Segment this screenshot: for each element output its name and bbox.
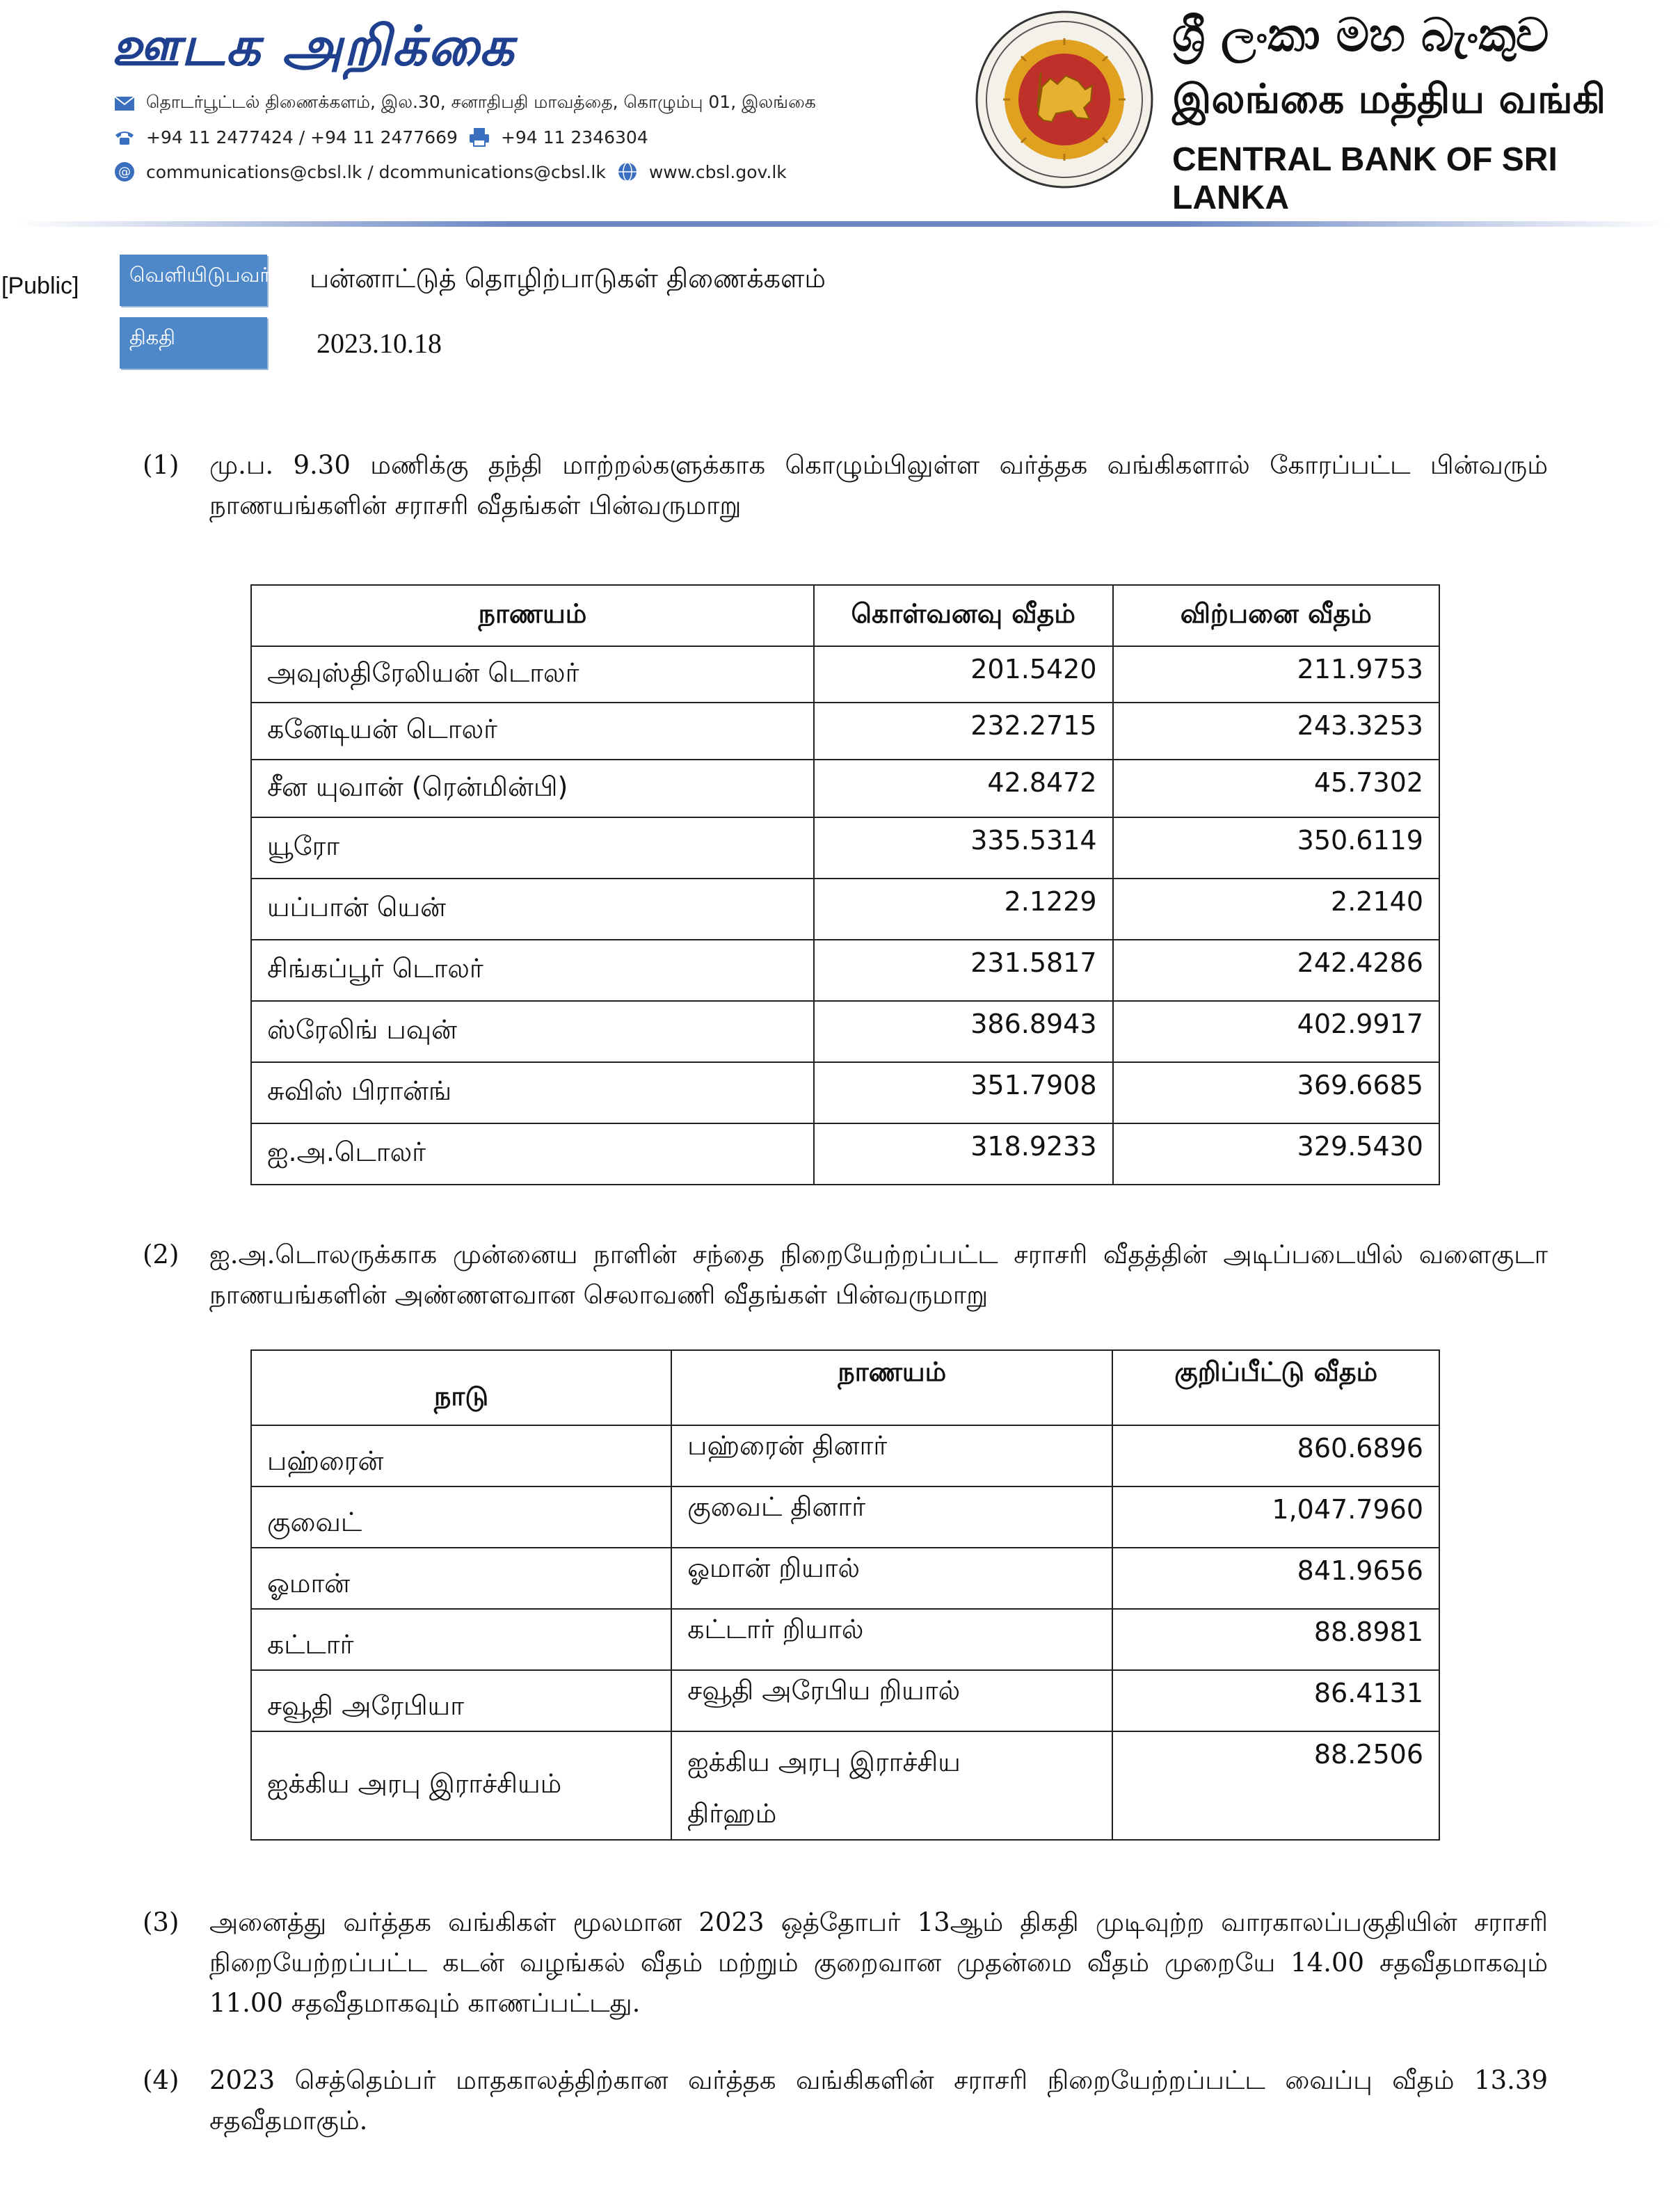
currency-name: யப்பான் யென் [251, 879, 814, 940]
column-header: நாணயம் [671, 1350, 1112, 1425]
column-header: நாணயம் [251, 585, 814, 646]
reference-rate: 88.2506 [1112, 1731, 1439, 1840]
currency-name: சவூதி அரேபிய றியால் [671, 1670, 1112, 1731]
table-row [251, 1123, 1439, 1185]
currency-name: குவைட் தினார் [671, 1486, 1112, 1548]
section-number: (3) [143, 1907, 179, 1937]
country-name: ஓமான் [251, 1548, 671, 1609]
fax-number: +94 11 2346304 [500, 127, 648, 147]
column-header: குறிப்பீட்டு வீதம் [1112, 1350, 1439, 1425]
country-name: கட்டார் [251, 1609, 671, 1670]
table-row [251, 1425, 1439, 1486]
selling-rate: 350.6119 [1113, 817, 1439, 879]
phone-row [113, 127, 648, 147]
reference-rate: 841.9656 [1112, 1548, 1439, 1609]
svg-text:@: @ [118, 165, 131, 179]
currency-name: சிங்கப்பூர் டொலர் [251, 940, 814, 1001]
phone-icon [113, 127, 136, 147]
table-row [251, 703, 1439, 760]
central-bank-seal-icon [974, 3, 1155, 191]
currency-name: ஐக்கிய அரபு இராச்சிய திர்ஹம் [671, 1731, 1112, 1840]
column-header: நாடு [251, 1350, 671, 1425]
selling-rate: 2.2140 [1113, 879, 1439, 940]
section-text: ஐ.அ.டொலருக்காக முன்னைய நாளின் சந்தை நிறையேற்றப்பட்ட சராசரி வீதத்தின் அடிப்படையில் வளைகுடா நாணயங்களின் அண்ணளவான செலாவணி வீதங்கள் பின்வருமாறு [209, 1240, 1548, 1310]
buying-rate: 335.5314 [814, 817, 1113, 879]
table-row [251, 1062, 1439, 1123]
reference-rate: 88.8981 [1112, 1609, 1439, 1670]
section-2 [143, 1235, 1548, 1318]
section-text: மு.ப. 9.30 மணிக்கு தந்தி மாற்றல்களுக்காக கொழும்பிலுள்ள வர்த்தக வங்கிகளால் கோரப்பட்ட பின்வரும் நாணயங்களின் சராசரி வீதங்கள் பின்வருமாறு [209, 450, 1548, 520]
buying-rate: 231.5817 [814, 940, 1113, 1001]
currency-name: ஸ்ரேலிங் பவுன் [251, 1001, 814, 1062]
website-link[interactable]: www.cbsl.gov.lk [648, 161, 787, 182]
letterhead [0, 0, 1680, 223]
mail-icon [113, 93, 136, 114]
address-row [113, 92, 816, 115]
currency-name: சுவிஸ் பிரான்ங் [251, 1062, 814, 1123]
section-text: 2023 செத்தெம்பர் மாதகாலத்திற்கான வர்த்தக வங்கிகளின் சராசரி நிறையேற்றப்பட்ட வைப்பு வீதம் 13.39 சதவீதமாகும். [209, 2065, 1548, 2135]
buying-rate: 232.2715 [814, 703, 1113, 760]
header-divider [14, 221, 1670, 227]
selling-rate: 45.7302 [1113, 760, 1439, 817]
currency-name: சீன யுவான் (ரென்மின்பி) [251, 760, 814, 817]
selling-rate: 243.3253 [1113, 703, 1439, 760]
column-header: கொள்வனவு வீதம் [814, 585, 1113, 646]
address-text: தொடர்பூட்டல் திணைக்களம், இல.30, சனாதிபதி மாவத்தை, கொழும்பு 01, இலங்கை [146, 92, 816, 112]
section-number: (4) [143, 2065, 179, 2095]
email-addresses[interactable]: communications@cbsl.lk / dcommunications@cbsl.lk [146, 161, 606, 182]
bank-name-tamil: இலங்கை மத்திய வங்கி [1172, 75, 1606, 122]
table-row [251, 1548, 1439, 1609]
country-name: சவூதி அரேபியா [251, 1670, 671, 1731]
currency-name: யூரோ [251, 817, 814, 879]
table-row [251, 760, 1439, 817]
exchange-rates-table [250, 584, 1440, 1185]
section-number: (2) [143, 1240, 179, 1269]
date-value: 2023.10.18 [317, 328, 442, 359]
country-name: குவைட் [251, 1486, 671, 1548]
table-row [251, 1001, 1439, 1062]
buying-rate: 351.7908 [814, 1062, 1113, 1123]
buying-rate: 318.9233 [814, 1123, 1113, 1185]
section-text: அனைத்து வர்த்தக வங்கிகள் மூலமான 2023 ஒத்தோபர் 13ஆம் திகதி முடிவுற்ற வாரகாலப்பகுதியின் சராசரி நிறையேற்றப்பட்ட கடன் வழங்கல் வீதம் மற்றும் குறைவான முதன்மை வீதம் முறையே 14.00 சதவீதமாகவும் 11.00 சதவீதமாகவும் காணப்பட்டது. [209, 1907, 1548, 2018]
currency-name: ஐ.அ.டொலர் [251, 1123, 814, 1185]
reference-rate: 860.6896 [1112, 1425, 1439, 1486]
table-row [251, 646, 1439, 703]
table-header-row [251, 1350, 1439, 1425]
reference-rate: 1,047.7960 [1112, 1486, 1439, 1548]
buying-rate: 201.5420 [814, 646, 1113, 703]
column-header: விற்பனை வீதம் [1113, 585, 1439, 646]
section-1 [143, 445, 1548, 529]
table-row [251, 1731, 1439, 1840]
buying-rate: 386.8943 [814, 1001, 1113, 1062]
phone-numbers: +94 11 2477424 / +94 11 2477669 [146, 127, 458, 147]
reference-rate: 86.4131 [1112, 1670, 1439, 1731]
country-name: ஐக்கிய அரபு இராச்சியம் [251, 1731, 671, 1840]
section-3 [143, 1902, 1548, 2028]
selling-rate: 402.9917 [1113, 1001, 1439, 1062]
at-icon [113, 161, 136, 182]
press-release-title: ஊடக அறிக்கை [111, 15, 515, 78]
currency-name: அவுஸ்திரேலியன் டொலர் [251, 646, 814, 703]
buying-rate: 42.8472 [814, 760, 1113, 817]
web-row [113, 161, 787, 182]
issued-by-label: வெளியிடுபவர் [120, 255, 267, 306]
table-header-row [251, 585, 1439, 646]
issued-by-value: பன்னாட்டுத் தொழிற்பாடுகள் திணைக்களம் [310, 263, 826, 294]
selling-rate: 369.6685 [1113, 1062, 1439, 1123]
currency-name: ஓமான் றியால் [671, 1548, 1112, 1609]
currency-name: பஹ்ரைன் தினார் [671, 1425, 1112, 1486]
table-row [251, 817, 1439, 879]
table-row [251, 1670, 1439, 1731]
selling-rate: 242.4286 [1113, 940, 1439, 1001]
selling-rate: 211.9753 [1113, 646, 1439, 703]
classification-tag: [Public] [1, 273, 79, 299]
table-row [251, 879, 1439, 940]
country-name: பஹ்ரைன் [251, 1425, 671, 1486]
section-number: (1) [143, 450, 179, 480]
section-4 [143, 2060, 1548, 2144]
table-row [251, 1486, 1439, 1548]
table-row [251, 1609, 1439, 1670]
selling-rate: 329.5430 [1113, 1123, 1439, 1185]
bank-name-english: CENTRAL BANK OF SRI LANKA [1172, 141, 1558, 216]
bank-name-sinhala: ශ්‍රී ලංකා මහ බැංකුව [1172, 8, 1549, 62]
currency-name: கட்டார் றியால் [671, 1609, 1112, 1670]
buying-rate: 2.1229 [814, 879, 1113, 940]
gulf-currency-rates-table [250, 1349, 1440, 1841]
fax-icon [467, 127, 491, 147]
currency-name: கனேடியன் டொலர் [251, 703, 814, 760]
table-row [251, 940, 1439, 1001]
date-label: திகதி [120, 317, 267, 369]
globe-icon [616, 161, 639, 182]
